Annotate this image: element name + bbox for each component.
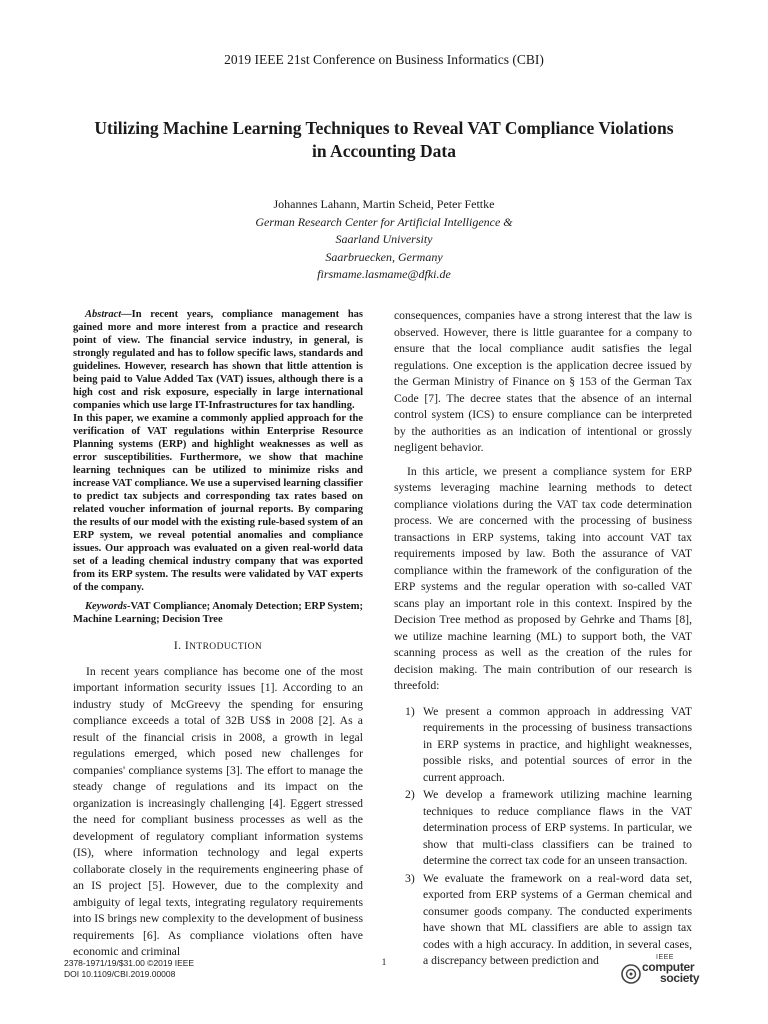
section-heading-introduction <box>73 638 363 656</box>
author-location: Saarbruecken, Germany <box>325 249 443 264</box>
list-item <box>394 787 692 870</box>
paper-title: Utilizing Machine Learning Techniques to Reveal VAT Compliance Violations in Accounting Data <box>94 118 674 161</box>
author-names: Johannes Lahann, Martin Scheid, Peter Fettke <box>273 197 495 211</box>
abstract-text-1: —In recent years, compliance management has gained more and more interest from a practice and research point of view. The financial service industry, in general, is strongly regulated and has to follow specific laws, standards and guidelines. However, research has shown that little attention is being paid to Value Added Tax (VAT) issues, although there is a high cost and risk exposure, especially in large international companies which use large IT-Infrastructures for tax handling. <box>73 309 363 411</box>
logo-computer-text: computer <box>642 960 695 974</box>
logo-society-text: society <box>660 971 700 985</box>
abstract-label: Abstract <box>85 309 122 320</box>
author-email: firsmame.lasmame@dfki.de <box>317 267 451 281</box>
logo-ieee-text: IEEE <box>656 954 674 961</box>
affiliation-line-1: German Research Center for Artificial Intelligence & <box>255 214 513 229</box>
keywords-text: -VAT Compliance; Anomaly Detection; ERP System; Machine Learning; Decision Tree <box>73 601 363 625</box>
page-number: 1 <box>381 958 387 968</box>
list-item-number: 2) <box>405 788 415 801</box>
affiliation-line-2: Saarland University <box>335 232 433 246</box>
section-number: I. <box>173 639 182 652</box>
right-column <box>394 308 692 970</box>
author-block <box>0 196 768 284</box>
doi-line: DOI 10.1109/CBI.2019.00008 <box>64 969 176 979</box>
keywords <box>73 600 363 626</box>
list-item-number: 3) <box>405 871 415 885</box>
abstract-paragraph-1 <box>73 308 363 412</box>
copyright-line: 2378-1971/19/$31.00 ©2019 IEEE <box>64 958 195 968</box>
intro-paragraph-2: In this article, we present a compliance system for ERP systems leveraging machine learning methods to detect compliance violations during the VAT tax code determination process. We are concerned with the processing of business transactions in ERP systems, taking into account VAT tax requirements imposed by law. Both the assurance of VAT compliance within the framework of the configuration of the ERP systems and the regular operation with so-called VAT scans play an important role in this context. Inspired by the Decision Tree method as proposed by Gehrke and Thams [8], we utilize machine learning (ML) to support both, the VAT scanning process as well as the creation of the rules for decision making. The main contribution of our research is threefold: <box>394 464 692 692</box>
list-item-text: We evaluate the framework on a real-word data set, exported from ERP systems of a German chemical and consumer goods company. The conducted experiments have shown that ML classifiers are able to assign tax codes with a high accuracy. In addition, in several cases, a discrepancy between prediction and <box>423 871 692 967</box>
list-item-number: 1) <box>405 704 415 718</box>
keywords-label: Keywords <box>85 601 127 612</box>
computer-society-emblem-icon <box>620 963 642 985</box>
intro-paragraph-1: In recent years compliance has become one of the most important information security issues [1]. According to an industry study of McGreevy the spending for ensuring compliance exceeds a total of 32B US$ in 2008 [2]. As a result of the financial crisis in 2008, a growth in legal regulations emerged, which posed new challenges for companies' compliance systems [3]. The effort to manage the steady change of regulations and its impact on the organization is increasingly challenging [4]. Eggert stressed the need for compliant business processes as well as the development of regulatory compliant information systems (IS), where information technology and legal experts collaborate closely in the requirements engineering phase of an IS project [5]. However, due to the complexity and ambiguity of legal texts, integrating regulatory requirements into IS brings new complexity to the development of business requirements [6]. As compliance violations often have economic and criminal <box>73 664 363 958</box>
left-column <box>73 308 363 961</box>
conference-header: 2019 IEEE 21st Conference on Business Informatics (CBI) <box>224 52 544 67</box>
ieee-computer-society-logo <box>620 954 704 990</box>
intro-paragraph-continued: consequences, companies have a strong interest that the law is observed. However, there is little guarantee for a company to ensure that the local compliance audit satisfies the legal regulations. One exception is the application decree issued by the German Ministry of Finance on § 153 of the German Tax Code [7]. The decree states that the absence of an internal control system (ICS) to ensure compliance can be interpreted by the authorities as an indication of intentional or grossly negligent behavior. <box>394 309 692 454</box>
list-item-text: We develop a framework utilizing machine learning techniques to reduce compliance flaws in the VAT determination process of ERP systems. In particular, we show that multi-class classifiers can be trained to determine the correct tax code for an unseen transaction. <box>423 788 692 867</box>
list-item <box>394 704 692 787</box>
section-title-first: I <box>184 639 190 652</box>
abstract-paragraph-2: In this paper, we examine a commonly applied approach for the verification of VAT regulations within Enterprise Resource Planning systems (ERP) and highlight weaknesses as well as error susceptibilities. Furthermore, we show that machine learning techniques can be utilized to minimize risks and increase VAT compliance. We use a supervised learning classifier to predict tax subjects and corresponding tax rates based on related voucher information of journal reports. By comparing the results of our model with the existing rule-based system of an ERP system, we reveal potential anomalies and compliance issues. Our approach was evaluated on a given real-world data set of a leading chemical industry company that was exported from its ERP system. The results were validated by VAT experts of the company. <box>73 413 363 593</box>
list-item-text: We present a common approach in addressing VAT requirements in the processing of business transactions in ERP systems in practice, and highlight weaknesses, possible risks, and potential sources of error in the current approach. <box>423 704 692 784</box>
section-title-rest: NTRODUCTION <box>189 642 263 652</box>
contribution-list <box>394 704 692 970</box>
abstract <box>73 308 363 594</box>
